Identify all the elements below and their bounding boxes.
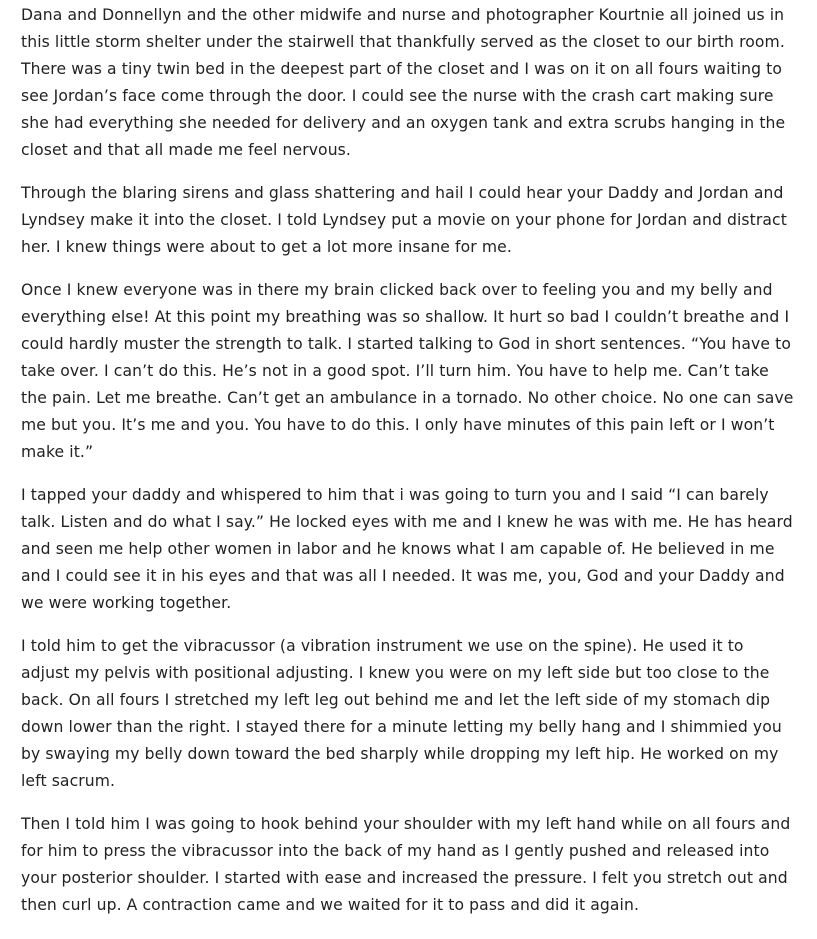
paragraph-5: I told him to get the vibracussor (a vibration instrument we use on the spine). He used it to adjust my pelvis with positional adjusting. I knew you were on my left side but too close to the back. On all fours I stretched my left leg out behind me and let the left side of my stomach dip down lower than the right. I stayed there for a minute letting my belly hang and I shimmied you by swaying my belly down toward the bed sharply while dropping my left hip. He worked on my left sacrum. bbox=[21, 637, 782, 790]
paragraph-1: Dana and Donnellyn and the other midwife and nurse and photographer Kourtnie all joined us in this little storm shelter under the stairwell that thankfully served as the closet to our birth room. There was a tiny twin bed in the deepest part of the closet and I was on it on all fours waiting to see Jordan’s face come through the door. I could see the nurse with the crash cart making sure she had everything she needed for delivery and an oxygen tank and extra scrubs hanging in the closet and that all made me feel nervous. bbox=[21, 6, 786, 159]
paragraph-3: Once I knew everyone was in there my brain clicked back over to feeling you and my belly and everything else! At this point my breathing was so shallow. It hurt so bad I couldn’t breathe and I could hardly muster the strength to talk. I started talking to God in short sentences. “You have to take over. I can’t do this. He’s not in a good spot. I’ll turn him. You have to help me. Can’t take the pain. Let me breathe. Can’t get an ambulance in a tornado. No other choice. No one can save me but you. It’s me and you. You have to do this. I only have minutes of this pain left or I won’t make it.” bbox=[21, 281, 794, 461]
paragraph-6: Then I told him I was going to hook behind your shoulder with my left hand while on all fours and for him to press the vibracussor into the back of my hand as I gently pushed and released into your posterior shoulder. I started with ease and increased the pressure. I felt you stretch out and then curl up. A contraction came and we waited for it to pass and did it again. bbox=[21, 815, 791, 914]
paragraph-4: I tapped your daddy and whispered to him that i was going to turn you and I said “I can barely talk. Listen and do what I say.” He locked eyes with me and I knew he was with me. He has heard and seen me help other women in labor and he knows what I am capable of. He believed in me and I could see it in his eyes and that was all I needed. It was me, you, God and your Daddy and we were working together. bbox=[21, 486, 793, 612]
paragraph-2: Through the blaring sirens and glass shattering and hail I could hear your Daddy and Jordan and Lyndsey make it into the closet. I told Lyndsey put a movie on your phone for Jordan and distract her. I knew things were about to get a lot more insane for me. bbox=[21, 184, 787, 256]
